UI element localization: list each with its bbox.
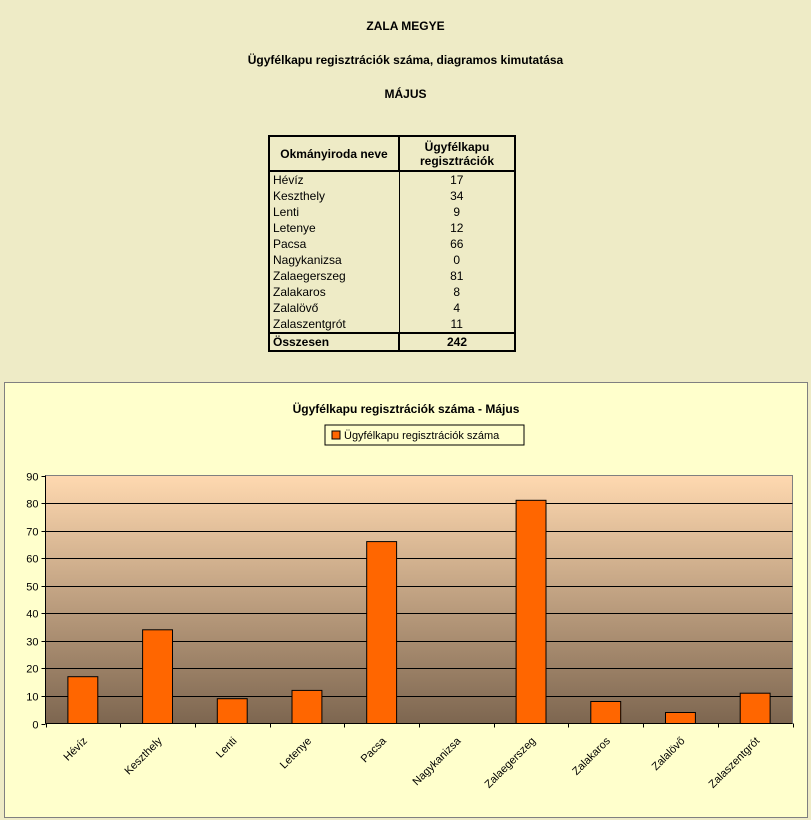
- total-label: Összesen: [269, 333, 399, 351]
- y-tick-label: 30: [26, 636, 39, 649]
- column-header-registrations: Ügyfélkapu regisztrációk: [399, 136, 515, 171]
- y-tick-label: 40: [26, 608, 39, 621]
- registrations-cell: 4: [399, 300, 515, 316]
- office-name-cell: Zalaszentgrót: [269, 316, 399, 333]
- table-row: [269, 171, 515, 188]
- chart-legend: [325, 425, 524, 445]
- total-row: [269, 333, 515, 351]
- office-name-cell: Letenye: [269, 220, 399, 236]
- registrations-cell: 8: [399, 284, 515, 300]
- registrations-cell: 34: [399, 188, 515, 204]
- x-tick-label: Pacsa: [358, 735, 389, 766]
- table-row: [269, 316, 515, 333]
- bar: [217, 699, 247, 724]
- bar: [367, 542, 397, 724]
- registrations-cell: 12: [399, 220, 515, 236]
- bar-chart: [5, 383, 807, 817]
- table-row: [269, 188, 515, 204]
- total-value: 242: [399, 333, 515, 351]
- bar: [740, 693, 770, 723]
- bar: [516, 500, 546, 723]
- legend-swatch: [332, 431, 340, 439]
- registrations-cell: 0: [399, 252, 515, 268]
- bar: [143, 630, 173, 724]
- report-subtitle: Ügyfélkapu regisztrációk száma, diagramos kimutatása: [247, 53, 564, 67]
- column-header-office: Okmányiroda neve: [269, 136, 399, 171]
- x-tick-label: Nagykanizsa: [410, 735, 464, 789]
- y-tick-label: 90: [26, 471, 39, 484]
- bar: [666, 713, 696, 724]
- y-tick-label: 50: [26, 581, 39, 594]
- office-name-cell: Keszthely: [269, 188, 399, 204]
- y-tick-label: 70: [26, 526, 39, 539]
- office-name-cell: Pacsa: [269, 236, 399, 252]
- month-title: MÁJUS: [384, 87, 427, 101]
- office-name-cell: Lenti: [269, 204, 399, 220]
- table-row: [269, 268, 515, 284]
- bar: [68, 677, 98, 724]
- x-tick-label: Letenye: [277, 735, 315, 772]
- y-tick-label: 60: [26, 553, 39, 566]
- registrations-cell: 66: [399, 236, 515, 252]
- office-name-cell: Nagykanizsa: [269, 252, 399, 268]
- table-row: [269, 300, 515, 316]
- chart-title: Ügyfélkapu regisztrációk száma - Május: [292, 402, 520, 416]
- bar: [591, 702, 621, 724]
- office-name-cell: Zalakaros: [269, 284, 399, 300]
- registrations-table: [268, 135, 516, 352]
- bar: [292, 690, 322, 723]
- office-name-cell: Hévíz: [269, 171, 399, 188]
- x-tick-label: Zalaszentgrót: [706, 735, 763, 791]
- x-tick-label: Zalaegerszeg: [482, 735, 539, 791]
- y-tick-label: 20: [26, 663, 39, 676]
- y-tick-label: 80: [26, 498, 39, 511]
- x-tick-label: Zalalövő: [649, 735, 688, 774]
- table-row: [269, 204, 515, 220]
- y-tick-label: 10: [26, 691, 39, 704]
- legend-label: Ügyfélkapu regisztrációk száma: [344, 430, 500, 442]
- x-tick-label: Lenti: [214, 735, 240, 761]
- table-row: [269, 252, 515, 268]
- registrations-cell: 9: [399, 204, 515, 220]
- registrations-cell: 81: [399, 268, 515, 284]
- x-tick-label: Hévíz: [61, 735, 90, 764]
- x-tick-label: Zalakaros: [570, 735, 613, 778]
- table-row: [269, 236, 515, 252]
- registrations-cell: 17: [399, 171, 515, 188]
- chart-panel: [4, 382, 808, 818]
- table-row: [269, 284, 515, 300]
- table-row: [269, 220, 515, 236]
- county-title: ZALA MEGYE: [366, 19, 445, 33]
- registrations-cell: 11: [399, 316, 515, 333]
- x-tick-label: Keszthely: [122, 735, 165, 778]
- office-name-cell: Zalaegerszeg: [269, 268, 399, 284]
- office-name-cell: Zalalövő: [269, 300, 399, 316]
- y-tick-label: 0: [32, 719, 39, 732]
